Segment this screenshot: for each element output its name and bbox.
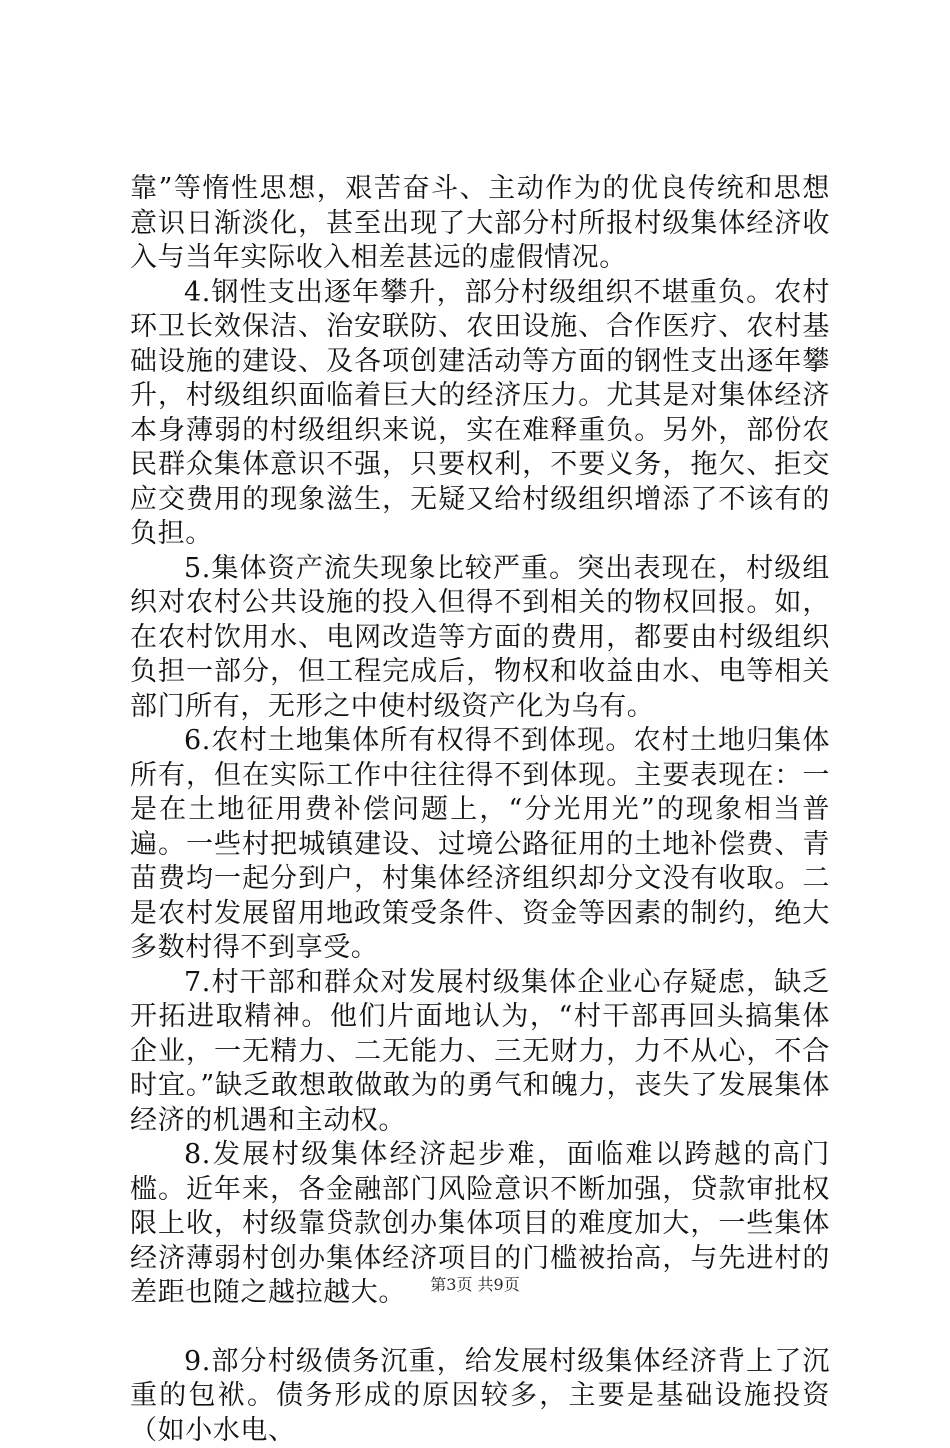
paragraph-item-6: 6.农村土地集体所有权得不到体现。农村土地归集体所有，但在实际工作中往往得不到体现。主要表现在：一是在土地征用费补偿问题上，“分光用光”的现象相当普遍。一些村把城镇建设、过境公路征用的土地补偿费、青苗费均一起分到户，村集体经济组织却分文没有收取。二是农村发展留用地政策受条件、资金等因素的制约，绝大多数村得不到享受。 bbox=[130, 724, 830, 966]
paragraph-item-4: 4.钢性支出逐年攀升，部分村级组织不堪重负。农村环卫长效保洁、治安联防、农田设施、合作医疗、农村基础设施的建设、及各项创建活动等方面的钢性支出逐年攀升，村级组织面临着巨大的经济压力。尤其是对集体经济本身薄弱的村级组织来说，实在难释重负。另外，部份农民群众集体意识不强，只要权利，不要义务，拖欠、拒交应交费用的现象滋生，无疑又给村级组织增添了不该有的负担。 bbox=[130, 276, 830, 552]
paragraph-item-7: 7.村干部和群众对发展村级集体企业心存疑虑，缺乏开拓进取精神。他们片面地认为，“村干部再回头搞集体企业，一无精力、二无能力、三无财力，力不从心，不合时宜。”缺乏敢想敢做敢为的勇气和魄力，丧失了发展集体经济的机遇和主动权。 bbox=[130, 966, 830, 1139]
page-footer: 第3页 共9页 bbox=[0, 1272, 950, 1295]
paragraph-continued: 靠”等惰性思想，艰苦奋斗、主动作为的优良传统和思想意识日渐淡化，甚至出现了大部分村所报村级集体经济收入与当年实际收入相差甚远的虚假情况。 bbox=[130, 172, 830, 276]
paragraph-item-5: 5.集体资产流失现象比较严重。突出表现在，村级组织对农村公共设施的投入但得不到相关的物权回报。如，在农村饮用水、电网改造等方面的费用，都要由村级组织负担一部分，但工程完成后，物权和收益由水、电等相关部门所有，无形之中使村级资产化为乌有。 bbox=[130, 552, 830, 725]
paragraph-item-9: 9.部分村级债务沉重，给发展村级集体经济背上了沉重的包袱。债务形成的原因较多，主要是基础设施投资（如小水电、 bbox=[130, 1345, 830, 1448]
document-body bbox=[130, 172, 830, 1448]
paragraph-item-8: 8.发展村级集体经济起步难，面临难以跨越的高门槛。近年来，各金融部门风险意识不断加强，贷款审批权限上收，村级靠贷款创办集体项目的难度加大，一些集体经济薄弱村创办集体经济项目的门槛被抬高，与先进村的差距也随之越拉越大。 bbox=[130, 1138, 830, 1311]
